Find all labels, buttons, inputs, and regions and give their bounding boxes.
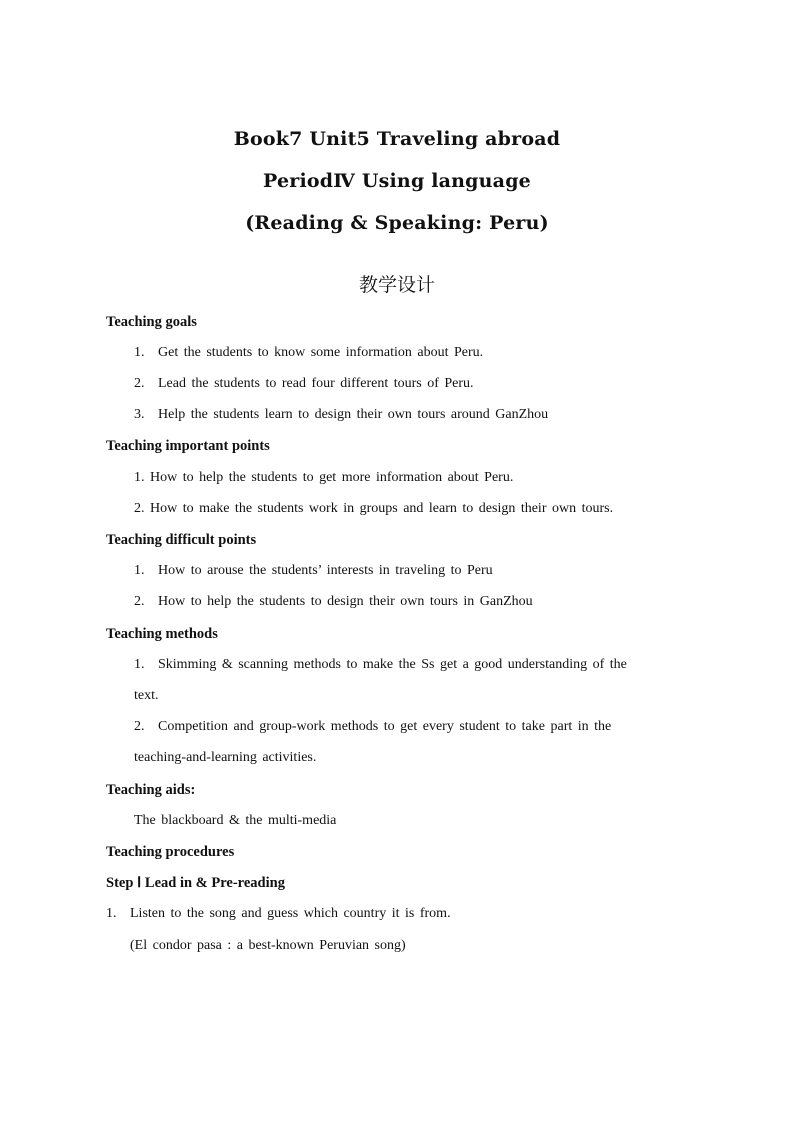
important-points-heading: Teaching important points xyxy=(106,438,270,454)
period-title: PeriodⅣ Using language xyxy=(263,170,531,192)
important-point-item: 1. How to help the students to get more information about Peru. xyxy=(134,470,514,485)
difficult-point-item xyxy=(134,563,493,579)
method-item xyxy=(134,657,627,673)
chinese-title: 教学设计 xyxy=(358,274,435,296)
goal-text: Get the students to know some information about Peru. xyxy=(158,345,484,360)
goal-item xyxy=(134,407,548,423)
method-text: Competition and group-work methods to get every student to take part in the xyxy=(158,719,612,734)
important-point-item: 2. How to make the students work in groups and learn to design their own tours. xyxy=(134,501,614,516)
procedure-text: Listen to the song and guess which country it is from. xyxy=(130,906,451,921)
teaching-methods-heading: Teaching methods xyxy=(106,626,218,642)
procedure-item xyxy=(106,906,451,922)
teaching-aids-text: The blackboard & the multi-media xyxy=(134,813,337,828)
difficult-number: 1. xyxy=(134,563,145,578)
method-item xyxy=(134,719,611,735)
goal-number: 1. xyxy=(134,345,145,360)
method-number: 2. xyxy=(134,719,145,734)
goal-item xyxy=(134,345,483,361)
difficult-points-heading: Teaching difficult points xyxy=(106,532,257,548)
procedure-note: (El condor pasa : a best-known Peruvian song) xyxy=(130,938,406,953)
step-heading: Step Ⅰ Lead in & Pre-reading xyxy=(106,875,285,891)
goal-text: Help the students learn to design their own tours around GanZhou xyxy=(158,407,549,422)
difficult-text: How to arouse the students’ interests in traveling to Peru xyxy=(158,563,493,578)
teaching-procedures-heading: Teaching procedures xyxy=(106,844,235,860)
goal-item xyxy=(134,376,474,392)
teaching-goals-heading: Teaching goals xyxy=(106,314,197,330)
goal-number: 3. xyxy=(134,407,145,422)
method-text-continued: text. xyxy=(134,688,159,703)
procedure-number: 1. xyxy=(106,906,117,921)
method-text: Skimming & scanning methods to make the Ss get a good understanding of the xyxy=(158,657,627,672)
difficult-point-item xyxy=(134,594,533,610)
subtitle: (Reading & Speaking: Peru) xyxy=(245,212,549,234)
goal-number: 2. xyxy=(134,376,145,391)
method-number: 1. xyxy=(134,657,145,672)
difficult-number: 2. xyxy=(134,594,145,609)
goal-text: Lead the students to read four different tours of Peru. xyxy=(158,376,474,391)
method-text-continued: teaching-and-learning activities. xyxy=(134,750,317,765)
document-title: Book7 Unit5 Traveling abroad xyxy=(233,128,561,150)
teaching-aids-heading: Teaching aids: xyxy=(106,782,196,798)
difficult-text: How to help the students to design their own tours in GanZhou xyxy=(158,594,533,609)
